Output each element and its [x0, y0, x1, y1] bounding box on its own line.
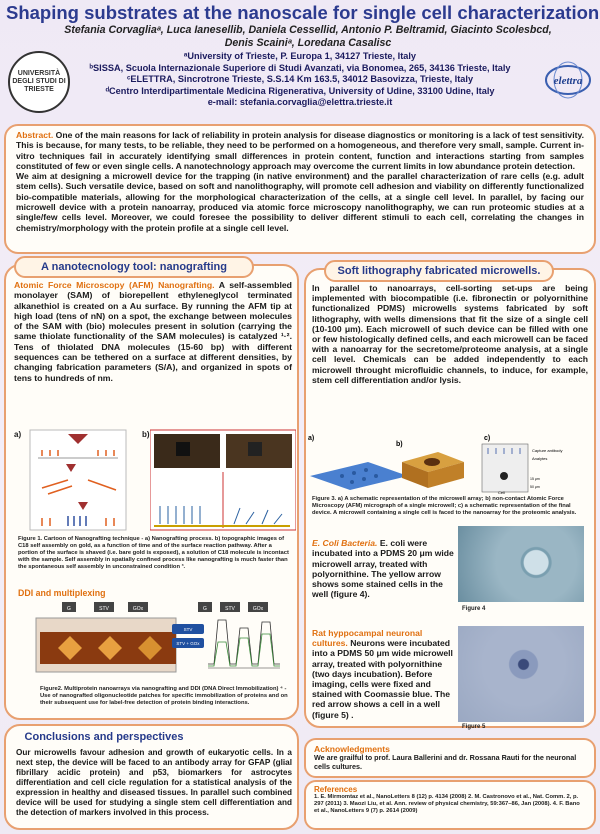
cell-label: Cell [498, 490, 505, 495]
ecoli-text: E. coli were incubated into a PDMS 20 μm wide microwell array, treated with polyornithine. The yellow arrow shows some stained cells in the well (figure 4). [312, 538, 454, 600]
abstract-box [4, 124, 596, 254]
figure-2-caption: Figure2. Multiprotein nanoarrays via nanografting and DDI (DNA Direct Immobilization) ⁴ - Use of nanografted oligonucleotide patches for specific immobilization of proteins and on their subsequent use for label-free detection of protein binding interactions. [40, 686, 288, 706]
rat-label: Rat hyppocampal neuronal cultures. [312, 628, 423, 649]
conclusions-text: Our microwells favour adhesion and growth of eukaryotic cells. In a next step, the device will be faced to an antibody array for GFAP (glial fibrillary acidic protein) and p53, biomarkers for astrocytes differentiation and cell cicle regulation for a statistical analysis of the expression in healthy and diseased tissues. In parallel such combined device will be used for studying a single stem cell differentiation and the detection of markers involved in this process. [16, 748, 292, 817]
affiliation-c: ᶜELETTRA, Sincrotrone Trieste, S.S.14 Km 163.5, 34012 Basovizza, Trieste, Italy [126, 74, 474, 85]
authors-line-1: Stefania Corvagliaᵃ, Luca Ianesellib, Daniela Cessellid, Antonio P. Beltramid, Giacinto Scolesbcd, [64, 24, 552, 36]
contact-email[interactable]: e-mail: stefania.corvaglia@elettra.trieste.it [207, 97, 393, 108]
ecoli-label: E. Coli Bacteria. [312, 538, 378, 548]
abstract-paragraph-1 [16, 130, 584, 171]
references-text: 1. E. Mirmomtaz et al., NanoLetters 8 (12) p. 4134 (2008) 2. M. Castronovo et al., Nat. Comm. 2, p. 297 (2011) 3. Maozi Liu, et al. Ann. review of physical chemistry, 59:367–86, Jan (2008). 4. F. Bano et al., NanoLetters 9 (7) p. 2614 (2009) [314, 794, 580, 815]
university-logo-text: UNIVERSITÀ DEGLI STUDI DI TRIESTE [12, 70, 66, 93]
figure-1-caption: Figure 1. Cartoon of Nanografting technique - a) Nanografting process. b) topographic images of C18 self assembly on gold, as a function of time and of the surface reaction pathway. After a portion of the surface is shaved (i.e. bare gold is exposed), a solution of C18 molecule is incontact with the sample. Self assembly in spatially confined process like nanografting is much faster than the spontaneous self assembly in unconstrained condition ³. [18, 536, 289, 570]
ddi-label-g-2: G [203, 606, 207, 612]
affiliations [80, 51, 520, 109]
afm-paragraph [14, 280, 292, 383]
figure-3 [308, 432, 594, 496]
poster-title: Shaping substrates at the nanoscale for single cell characterization [6, 2, 600, 23]
ddi-label-gox-2: GOx [252, 606, 264, 612]
affiliation-a: ᵃUniversity of Trieste, P. Europa 1, 34127 Trieste, Italy [183, 51, 417, 61]
abstract-label: Abstract. [16, 130, 54, 140]
topography-images [150, 428, 296, 532]
figure-5-label: Figure 5 [462, 724, 486, 730]
ddi-figure [22, 598, 284, 684]
nanografting-heading: A nanotecnology tool: nanografting [14, 256, 254, 278]
university-logo [8, 51, 70, 113]
capture-antibody-label: Capture antibody [532, 448, 563, 453]
scale-50-label: 50 μm [530, 485, 540, 489]
ddi-label-g-1: G [67, 606, 71, 612]
ddi-label-stv-2: STV [225, 606, 235, 612]
abstract-text-1: One of the main reasons for lack of reliability in protein analysis for disease diagnostics or monitoring is a lack of test sensitivity. This is because, for many tests, to be reliable, they need to be performed on a homogeneous, and therefore very small, sample. Current in-vitro techniques fail in accurately identifying small differences in protein content, function and interactions starting from samples constituted of few or even single cells. A nanotechnology approach may overcome the current limits in low abundance protein detection. [16, 130, 584, 171]
figure-3b-label: b) [396, 441, 403, 448]
ecoli-paragraph [312, 538, 454, 600]
affiliation-d: ᵈCentro Interdipartimentale Medicina Rigenerativa, University of Udine, 33100 Udine, Italy [105, 85, 495, 96]
affiliation-b: ᵇSISSA, Scuola Internazionale Superiore di Studi Avanzati, via Bonomea, 265, 34136 Trieste, Italy [89, 62, 511, 73]
figure-3a-label: a) [308, 435, 315, 442]
ddi-side-label-1: STV [183, 627, 193, 632]
abstract-paragraph-2: We aim at designing a microwell device for the trapping (in native environment) and the parallel characterization of rare cells (e.g. adult stem cells). Such versatile device, based on soft and nanolithography, will promote cell adhesion and viability on differently functionalized bio-compatible materials, allowing for the morphological characterization of the cells, at a single cell level. In parallel, by facing our microwell device with a protein nanoarray, produced via atomic force microscopy nanolithography, we can run proteomic studies at a single/few cells level. Moreover, we could foresee the possibility to deliver different stimuli to each cell, correlating the changes in chemistry/morphology with the protein profile at a single cell level. [16, 171, 584, 233]
acknowledgments-text: We are grailful to prof. Laura Ballerini and dr. Rossana Rauti for the neuronal cells cultures. [314, 753, 577, 771]
soft-lithography-text: In parallel to nanoarrays, cell-sorting set-ups are being implemented with biocompatible (i.e. fibronectin or polyornithine functionalized PDMS) microwells systems fabricated by soft lithography, with wells dimensions that fit the size of a single cell (10-100 μm). Each microwell of such device can be filled with one or few histologically defined cells, and each microwell can be faced with a nanoarray for the secretome/proteome analysis, at a single cell level. Chemicals can be added independently to each microwell throught microfluidic channels, to induce, for example, stem cell differentiation and/or lysis. [312, 283, 588, 385]
figure-1 [14, 428, 294, 532]
figure-5-image [458, 626, 584, 722]
microwell-figure [308, 432, 594, 496]
afm-label: Atomic Force Microscopy (AFM) Nanografting. [14, 280, 215, 290]
figure-1a-label: a) [14, 430, 22, 439]
nanografting-cartoon [28, 428, 128, 532]
figure-3-caption: Figure 3. a) A schematic representation of the microwell array; b) non-contact Atomic Force Microscopy (AFM) micrograph of a single microwell; c) a schematic representation of the final device. A microwell containing a single cell is faced to the nanoarray for the proteomic analysis. [312, 496, 577, 516]
ddi-side-label-2: STV + GOx [176, 641, 200, 646]
elettra-logo [544, 60, 592, 100]
scale-15-label: 15 μm [530, 477, 540, 481]
afm-text: A self-assembled monolayer (SAM) of biorepellent ethyleneglycol terminated alkanethiol is created on a Au surface. By running the AFM tip at high load (tens of nN) on a spot, the exchange between molecules of the SAM with (bio) molecules present in solution (carrying the same thiolate functionality of the SAM molecules) is catalyzed ¹·². Tens of thiolated DNA molecules (15-60 bp) with different sequences can be tethered on a surface at different densities, by changing fabrication parameters (S/A), and organized in spots of tens to hundreds of nm. [14, 280, 292, 383]
acknowledgments-box [304, 738, 596, 778]
conclusions-heading: Conclusions and perspectives [24, 731, 184, 743]
ddi-label-stv-1: STV [99, 606, 109, 612]
references-box [304, 780, 596, 830]
references-heading: References [314, 785, 358, 794]
figure-1b-label: b) [142, 430, 150, 439]
rat-text: Neurons were incubated into a PDMS 50 μm wide microwell array, treated with polyornithine (two days incubation). Before imaging, cells were fixed and stained with Coomassie blue. The red arrow shows a cell in a well (figure 5) . [312, 638, 453, 720]
figure-3c-label: c) [484, 435, 491, 442]
soft-lithography-heading: Soft lithography fabricated microwells. [324, 260, 554, 282]
figure-4-label: Figure 4 [462, 606, 486, 612]
acknowledgments-heading: Acknowledgments [314, 744, 390, 754]
elettra-logo-text: elettra [553, 75, 583, 87]
authors-line-2: Denis Scainiᵃ, Loredana Casalisc [224, 37, 392, 49]
figure-4-image [458, 526, 584, 602]
analytes-label: Analytes [532, 456, 548, 461]
authors [28, 24, 588, 50]
ddi-heading: DDI and multiplexing [18, 588, 106, 598]
ddi-label-gox-1: GOx [132, 606, 144, 612]
figure-2 [22, 598, 284, 684]
rat-paragraph [312, 628, 456, 720]
